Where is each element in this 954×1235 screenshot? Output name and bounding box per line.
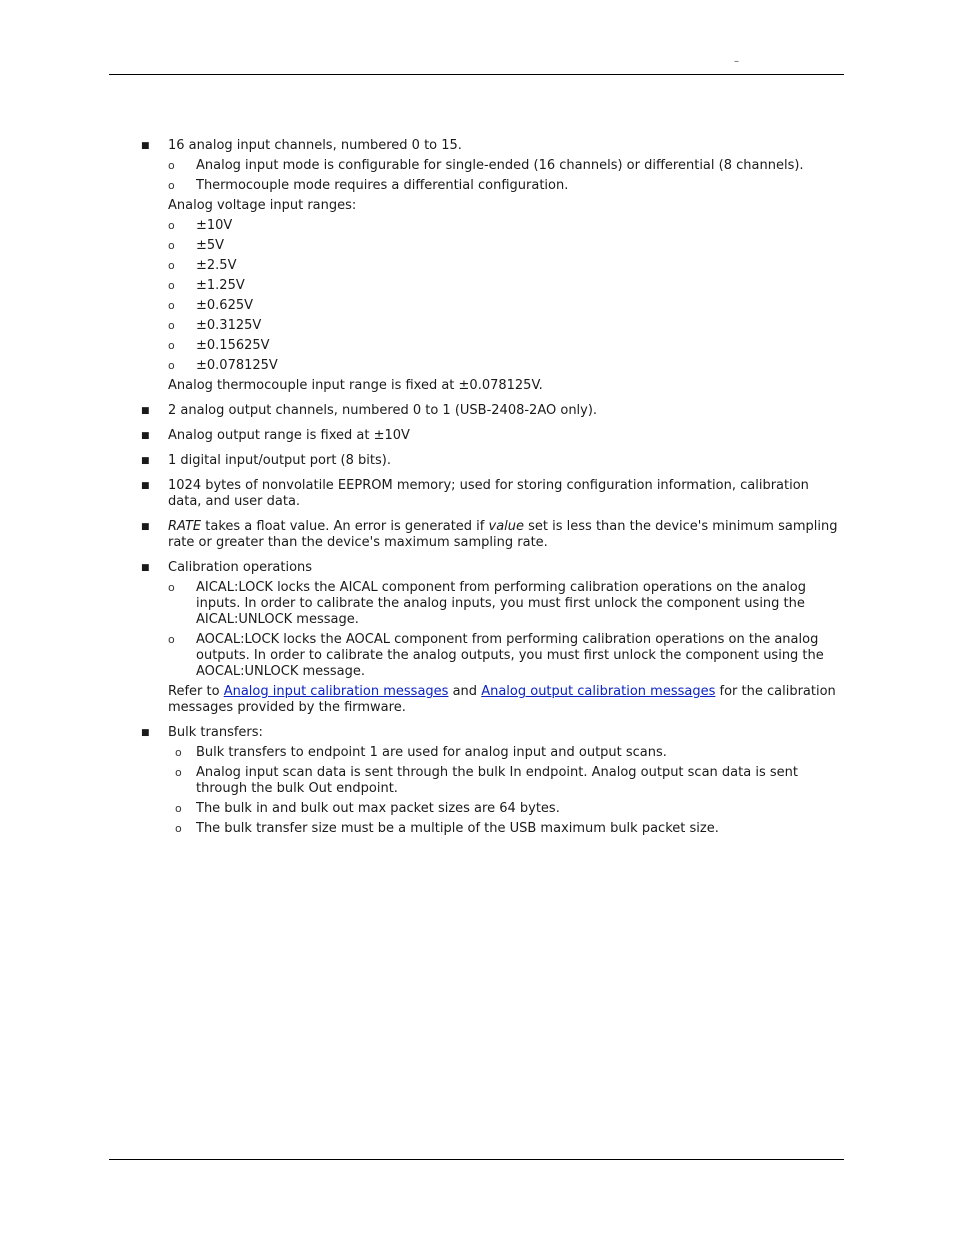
list-item-text: RATE takes a float value. An error is generated if value set is less than the device's minimum sampling rate or greater than the device's maximum sampling rate. bbox=[168, 519, 838, 550]
circle-bullet-icon: o bbox=[168, 359, 175, 372]
list-item-rate bbox=[109, 519, 844, 551]
sub-item: o Bulk transfers to endpoint 1 are used for analog input and output scans. bbox=[175, 745, 667, 760]
analog-output-calibration-link[interactable]: Analog output calibration messages bbox=[481, 684, 716, 699]
rate-term: RATE bbox=[168, 519, 202, 534]
value-term: value bbox=[488, 519, 525, 534]
document-body bbox=[109, 138, 844, 837]
circle-bullet-icon: o bbox=[168, 159, 175, 172]
circle-bullet-icon: o bbox=[175, 822, 182, 835]
square-bullet-icon: ■ bbox=[141, 406, 150, 416]
square-bullet-icon: ■ bbox=[141, 141, 150, 151]
thermocouple-range-note: Analog thermocouple input range is fixed at ±0.078125V. bbox=[168, 378, 543, 393]
list-item-text: Bulk transfers: bbox=[168, 725, 263, 740]
header-rule bbox=[109, 74, 844, 75]
circle-bullet-icon: o bbox=[168, 299, 175, 312]
range-item: o ±0.078125V bbox=[168, 358, 278, 373]
list-item-text: 2 analog output channels, numbered 0 to 1 (USB-2408-2AO only). bbox=[168, 403, 598, 418]
range-item: o ±10V bbox=[168, 218, 233, 233]
list-item-bulk-transfers bbox=[109, 725, 844, 837]
range-item: o ±0.3125V bbox=[168, 318, 262, 333]
list-item-text: Calibration operations bbox=[168, 560, 313, 575]
range-item: o ±2.5V bbox=[168, 258, 237, 273]
circle-bullet-icon: o bbox=[168, 179, 175, 192]
circle-bullet-icon: o bbox=[168, 239, 175, 252]
range-item: o ±0.625V bbox=[168, 298, 254, 313]
list-item-eeprom bbox=[109, 478, 844, 510]
circle-bullet-icon: o bbox=[168, 339, 175, 352]
circle-bullet-icon: o bbox=[168, 319, 175, 332]
sub-item: o Thermocouple mode requires a differential configuration. bbox=[168, 178, 569, 193]
header-mark: – bbox=[734, 56, 739, 67]
sub-item: o The bulk transfer size must be a multiple of the USB maximum bulk packet size. bbox=[175, 821, 719, 836]
circle-bullet-icon: o bbox=[175, 802, 182, 815]
footer-rule bbox=[109, 1159, 844, 1160]
calibration-refer-note: Refer to Analog input calibration messages and Analog output calibration messages for the calibration messages provided by the firmware. bbox=[168, 684, 836, 715]
square-bullet-icon: ■ bbox=[141, 563, 150, 573]
list-item-analog-outputs bbox=[109, 403, 844, 419]
circle-bullet-icon: o bbox=[168, 259, 175, 272]
square-bullet-icon: ■ bbox=[141, 456, 150, 466]
circle-bullet-icon: o bbox=[168, 279, 175, 292]
square-bullet-icon: ■ bbox=[141, 431, 150, 441]
square-bullet-icon: ■ bbox=[141, 481, 150, 491]
list-item-text: 1 digital input/output port (8 bits). bbox=[168, 453, 391, 468]
circle-bullet-icon: o bbox=[168, 219, 175, 232]
range-item: o ±1.25V bbox=[168, 278, 245, 293]
circle-bullet-icon: o bbox=[175, 746, 182, 759]
circle-bullet-icon: o bbox=[168, 581, 175, 594]
square-bullet-icon: ■ bbox=[141, 522, 150, 532]
square-bullet-icon: ■ bbox=[141, 728, 150, 738]
list-item-digital-port bbox=[109, 453, 844, 469]
sub-item: o Analog input scan data is sent through the bulk In endpoint. Analog output scan data is sent through the bulk Out endpoint. bbox=[175, 765, 798, 796]
list-item-output-range bbox=[109, 428, 844, 444]
circle-bullet-icon: o bbox=[168, 633, 175, 646]
list-item-text: 16 analog input channels, numbered 0 to 15. bbox=[168, 138, 462, 153]
circle-bullet-icon: o bbox=[175, 766, 182, 779]
sub-item: o Analog input mode is configurable for single-ended (16 channels) or differential (8 channels). bbox=[168, 158, 804, 173]
list-item-text: Analog output range is fixed at ±10V bbox=[168, 428, 410, 443]
list-item-calibration bbox=[109, 560, 844, 716]
list-item-analog-inputs bbox=[109, 138, 844, 394]
sub-item: o The bulk in and bulk out max packet sizes are 64 bytes. bbox=[175, 801, 560, 816]
sub-item: o AICAL:LOCK locks the AICAL component from performing calibration operations on the analog inputs. In order to calibrate the analog inputs, you must first unlock the component using the AICAL:UNLOCK message. bbox=[168, 580, 806, 627]
list-item-text: 1024 bytes of nonvolatile EEPROM memory; used for storing configuration information, calibration data, and user data. bbox=[168, 478, 809, 509]
range-item: o ±0.15625V bbox=[168, 338, 270, 353]
range-item: o ±5V bbox=[168, 238, 225, 253]
analog-input-calibration-link[interactable]: Analog input calibration messages bbox=[223, 684, 449, 699]
ranges-label: Analog voltage input ranges: bbox=[168, 198, 357, 213]
sub-item: o AOCAL:LOCK locks the AOCAL component from performing calibration operations on the analog outputs. In order to calibrate the analog outputs, you must first unlock the component using the AOCAL:UNLOCK message. bbox=[168, 632, 824, 679]
